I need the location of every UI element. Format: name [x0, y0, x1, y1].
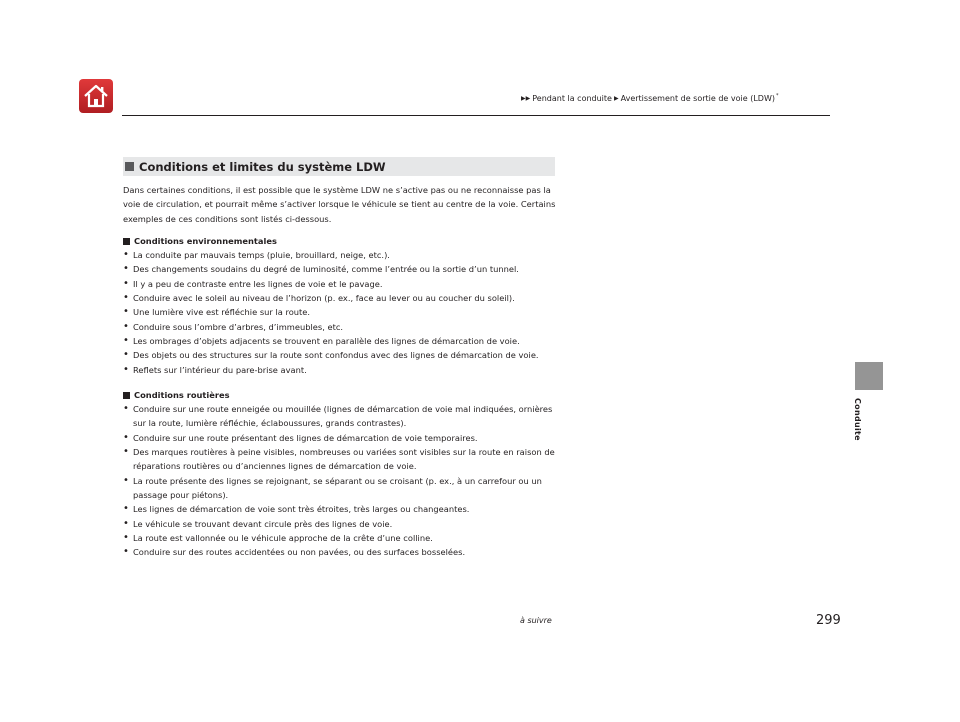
list-item: • Conduire sous l’ombre d’arbres, d’immeubles, etc. — [123, 320, 563, 334]
square-marker-icon — [125, 162, 134, 171]
environmental-list — [123, 248, 563, 377]
chapter-label: Conduite — [853, 398, 862, 441]
breadcrumb-arrow-icon: ▶ — [613, 95, 619, 102]
list-item: • Conduire sur une route présentant des lignes de démarcation de voie temporaires. — [123, 431, 563, 445]
environmental-heading-text: Conditions environnementales — [134, 235, 277, 246]
list-item: • Reflets sur l’intérieur du pare-brise avant. — [123, 363, 563, 377]
square-bullet-icon — [123, 392, 130, 399]
main-content — [123, 183, 563, 570]
list-item: • Des changements soudains du degré de luminosité, comme l’entrée ou la sortie d’un tunnel. — [123, 262, 563, 276]
road-heading-text: Conditions routières — [134, 389, 230, 400]
list-item: • Une lumière vive est réfléchie sur la route. — [123, 305, 563, 319]
header-divider — [122, 115, 830, 116]
list-item: • Des objets ou des structures sur la route sont confondus avec des lignes de démarcation de voie. — [123, 348, 563, 362]
breadcrumb-star-mark: * — [775, 92, 779, 99]
list-item: • Le véhicule se trouvant devant circule près des lignes de voie. — [123, 517, 563, 531]
home-icon — [82, 83, 110, 109]
page-number: 299 — [816, 613, 841, 628]
section-title-text: Conditions et limites du système LDW — [139, 159, 386, 174]
environmental-heading — [123, 234, 563, 248]
home-button[interactable] — [79, 79, 113, 113]
list-item: • Des marques routières à peine visibles, nombreuses ou variées sont visibles sur la route en raison de réparations routières ou d’anciennes lignes de démarcation de voie. — [123, 445, 563, 474]
section-title — [123, 157, 555, 176]
breadcrumb-item-ldw[interactable]: Avertissement de sortie de voie (LDW) — [620, 94, 775, 103]
road-list — [123, 402, 563, 559]
list-item: • La conduite par mauvais temps (pluie, brouillard, neige, etc.). — [123, 248, 563, 262]
breadcrumb-arrow-icon: ▶▶ — [521, 95, 531, 102]
list-item: • Conduire avec le soleil au niveau de l’horizon (p. ex., face au lever ou au coucher du soleil). — [123, 291, 563, 305]
continued-link[interactable]: à suivre — [520, 616, 552, 625]
list-item: • La route est vallonnée ou le véhicule approche de la crête d’une colline. — [123, 531, 563, 545]
list-item: • Il y a peu de contraste entre les lignes de voie et le pavage. — [123, 277, 563, 291]
road-heading — [123, 388, 563, 402]
chapter-tab[interactable] — [855, 362, 883, 390]
list-item: • La route présente des lignes se rejoignant, se séparant ou se croisant (p. ex., à un carrefour ou un passage pour piétons). — [123, 474, 563, 503]
square-bullet-icon — [123, 238, 130, 245]
intro-paragraph: Dans certaines conditions, il est possible que le système LDW ne s’active pas ou ne reconnaisse pas la voie de circulation, et pourrait même s’activer lorsque le véhicule se tient au centre de la voie. Certains exemples de ces conditions sont listés ci-dessous. — [123, 185, 556, 224]
list-item: • Les ombrages d’objets adjacents se trouvent en parallèle des lignes de démarcation de voie. — [123, 334, 563, 348]
list-item: • Les lignes de démarcation de voie sont très étroites, très larges ou changeantes. — [123, 502, 563, 516]
breadcrumb-item-driving[interactable]: Pendant la conduite — [532, 94, 612, 103]
list-item: • Conduire sur des routes accidentées ou non pavées, ou des surfaces bosselées. — [123, 545, 563, 559]
breadcrumb — [521, 94, 778, 103]
list-item: • Conduire sur une route enneigée ou mouillée (lignes de démarcation de voie mal indiquées, ornières sur la route, lumière réfléchie, éclaboussures, grands contrastes). — [123, 402, 563, 431]
